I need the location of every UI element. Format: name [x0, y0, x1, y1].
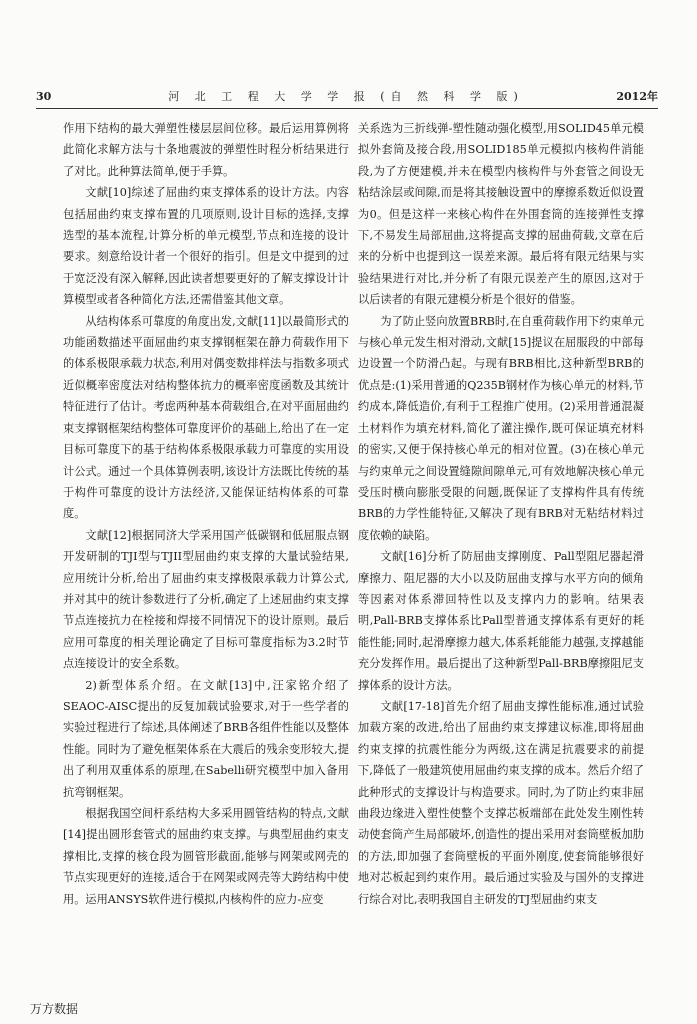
paragraph: 从结构体系可靠度的角度出发,文献[11]以最简形式的功能函数描述平面屈曲约束支撑钢框架在静力荷载作用下的体系极限承载力状态,利用对偶变数排样法与指数多项式近似概率密度法对结构整体抗力的概率密度函数及其统计特征进行了估计。考虑两种基本荷载组合,在对平面屈曲约束支撑钢框架结构整体可靠度评价的基础上,给出了在一定目标可靠度下的基于结构体系极限承载力可靠度的实用设计公式。通过一个具体算例表明,该设计方法既比传统的基于构件可靠度的设计方法经济,又能保证结构体系的可靠度。 [63, 314, 349, 521]
paragraph: 关系选为三折线弹-塑性随动强化模型,用SOLID45单元模拟外套筒及接合段,用SOLID185单元模拟内核构件消能段,为了方便建模,并未在模型内核构件与外套管之间设无粘结涂层或间隙,而是将其接触设置中的摩擦系数近似设置为0。但是这样一来核心构件在外围套筒的连接弹性支撑下,不易发生局部屈曲,这将提高支撑的屈曲荷载,文章在后来的分析中也提到这一误差来源。最后将有限元结果与实验结果进行对比,并分析了有限元误差产生的原因,这对于以后读者的有限元建模分析是个很好的借鉴。 [358, 122, 644, 307]
paragraph: 作用下结构的最大弹塑性楼层层间位移。最后运用算例将此简化求解方法与十条地震波的弹塑性时程分析结果进行了对比。此种算法简单,便于手算。 [63, 122, 349, 178]
page-number: 30 [36, 90, 52, 103]
left-column [63, 118, 349, 998]
paragraph: 根据我国空间杆系结构大多采用圆管结构的特点,文献[14]提出圆形套管式的屈曲约束支撑。与典型屈曲约束支撑相比,支撑的核仓段为圆管形截面,能够与网架或网壳的节点实现更好的连接,适合于在网架或网壳等大跨结构中使用。运用ANSYS软件进行模拟,内核构件的应力-应变 [63, 807, 349, 906]
paragraph: 文献[16]分析了防屈曲支撑刚度、Pall型阻尼器起滑摩擦力、阻尼器的大小以及防屈曲支撑与水平方向的倾角等因素对体系滞回特性以及支撑内力的影响。结果表明,Pall-BRB支撑体系比Pall型普通支撑体系有更好的耗能性能;同时,起滑摩擦力越大,体系耗能能力越强,支撑越能充分发挥作用。最后提出了这种新型Pall-BRB摩擦阻尼支撑体系的设计方法。 [358, 550, 644, 692]
right-column [358, 118, 644, 998]
paragraph: 文献[10]综述了屈曲约束支撑体系的设计方法。内容包括屈曲约束支撑布置的几项原则,设计目标的选择,支撑选型的基本流程,计算分析的单元模型,节点和连接的设计要求。刻意给设计者一个很好的指引。但是文中提到的过于宽泛没有深入解释,因此读者想要更好的了解支撑设计计算模型或者各种简化方法,还需借鉴其他文章。 [63, 186, 349, 307]
journal-title: 河 北 工 程 大 学 学 报 (自 然 科 学 版) [168, 90, 524, 103]
paragraph: 为了防止竖向放置BRB时,在自重荷载作用下约束单元与核心单元发生相对滑动,文献[15]提议在屈服段的中部每边设置一个防滑凸起。与现有BRB相比,这种新型BRB的优点是:(1)采用普通的Q235B钢材作为核心单元的材料,节约成本,降低造价,有利于工程推广使用。(2)采用普通混凝土材料作为填充材料,简化了灌注操作,既可保证填充材料的密实,又便于保持核心单元的相对位置。(3)在核心单元与约束单元之间设置缝隙间隙单元,可有效地解决核心单元受压时横向膨胀受限的问题,既保证了支撑构件具有传统BRB的力学性能特征,又解决了现有BRB对无粘结材料过度依赖的缺陷。 [358, 314, 644, 542]
paragraph: 文献[12]根据同济大学采用国产低碳钢和低屈服点钢开发研制的TJI型与TJII型屈曲约束支撑的大量试验结果,应用统计分析,给出了屈曲约束支撑极限承载力计算公式,并对其中的统计参数进行了分析,确定了上述屈曲约束支撑节点连接抗力在栓接和焊接不同情况下的设计原则。最后应用可靠度的相关理论确定了目标可靠度指标为3.2时节点连接设计的安全系数。 [63, 528, 349, 671]
paragraph: 文献[17-18]首先介绍了屈曲支撑性能标准,通过试验加载方案的改进,给出了屈曲约束支撑建议标准,即将屈曲约束支撑的抗震性能分为两级,这在满足抗震要求的前提下,降低了一般建筑使用屈曲约束支撑的成本。然后介绍了此种形式的支撑设计与构造要求。同时,为了防止约束非屈曲段边缘进入塑性使整个支撑芯板端部在此处发生刚性转动使套筒产生局部破坏,创造性的提出采用对套筒壁板加肋的方法,即加强了套筒壁板的平面外刚度,使套筒能够很好地对芯板起到约束作用。最后通过实验及与国外的支撑进行综合对比,表明我国自主研发的TJ型屈曲约束支 [358, 699, 644, 906]
running-header [36, 88, 658, 106]
paragraph: 2)新型体系介绍。在文献[13]中,汪家铭介绍了SEAOC-AISC提出的反复加载试验要求,对于一些学者的实验过程进行了综述,具体阐述了BRB各组件性能以及整体性能。同时为了避免框架体系在大震后的残余变形较大,提出了利用双重体系的原理,在Sabelli研究模型中加入备用抗弯钢框架。 [63, 678, 349, 799]
watermark: 万方数据 [30, 1002, 79, 1016]
publication-year: 2012年 [616, 90, 658, 103]
header-rule [36, 108, 658, 109]
